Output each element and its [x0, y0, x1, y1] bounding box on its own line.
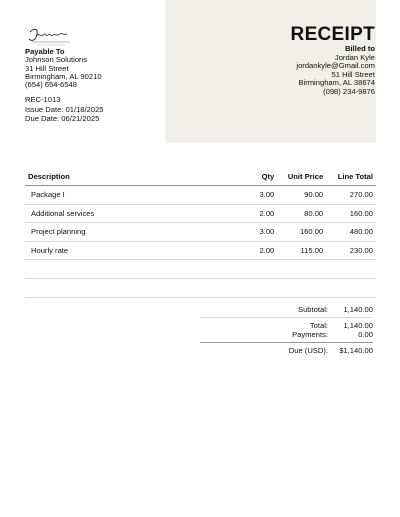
totals-divider: [200, 342, 373, 343]
payments-value: 0.00: [358, 330, 373, 339]
billed-address-line1: 51 Hill Street: [331, 69, 375, 79]
table-row: [25, 186, 376, 205]
billed-phone: (098) 234-9876: [323, 86, 375, 96]
row-unit-price: 115.00: [277, 241, 326, 260]
row-line-total: 160.00: [326, 204, 376, 223]
receipt-number: REC-1013: [25, 95, 61, 104]
table-row: [25, 204, 376, 223]
row-qty: 2.00: [216, 241, 278, 260]
due-label: Due (USD):: [288, 346, 328, 355]
billed-email: jordankyle@Gmail.com: [296, 61, 375, 71]
total-label: Total:: [309, 321, 328, 330]
subtotal-label: Subtotal:: [298, 305, 328, 314]
column-header-unit-price: Unit Price: [277, 168, 326, 186]
subtotal-value: 1,140.00: [343, 305, 373, 314]
row-line-total: 270.00: [326, 186, 376, 205]
row-unit-price: 90.00: [277, 186, 326, 205]
row-description: Package I: [25, 186, 216, 205]
row-description: Hourly rate: [25, 241, 216, 260]
totals-divider: [200, 317, 373, 318]
line-items-table: [25, 168, 376, 260]
due-value: $1,140.00: [339, 346, 373, 355]
column-header-line-total: Line Total: [326, 168, 376, 186]
row-unit-price: 160.00: [277, 223, 326, 242]
table-header-row: [25, 168, 376, 186]
total-value: 1,140.00: [343, 321, 373, 330]
payable-address-line2: Birmingham, AL 90210: [25, 71, 102, 81]
table-row: [25, 223, 376, 242]
payable-address-line1: 31 Hill Street: [25, 63, 69, 73]
row-line-total: 230.00: [326, 241, 376, 260]
document-title: RECEIPT: [290, 24, 375, 45]
totals-block: [200, 305, 373, 355]
billed-name: Jordan Kyle: [334, 52, 375, 62]
column-header-description: Description: [25, 168, 216, 186]
table-row: [25, 241, 376, 260]
payments-row: [200, 330, 373, 339]
empty-row-divider: [25, 297, 376, 298]
subtotal-row: [200, 305, 373, 314]
row-qty: 3.00: [216, 223, 278, 242]
empty-row-divider: [25, 278, 376, 279]
row-unit-price: 80.00: [277, 204, 326, 223]
payable-phone: (654) 654-6548: [25, 80, 77, 90]
column-header-qty: Qty: [216, 168, 278, 186]
row-qty: 3.00: [216, 186, 278, 205]
billed-heading: Billed to: [345, 44, 375, 53]
payments-label: Payments:: [292, 330, 328, 339]
billed-address-line2: Birmingham, AL 38674: [298, 78, 375, 88]
row-description: Additional services: [25, 204, 216, 223]
due-date: Due Date: 06/21/2025: [25, 114, 100, 123]
payable-to-block: [25, 48, 102, 89]
issue-date: Issue Date: 01/18/2025: [25, 104, 104, 114]
row-qty: 2.00: [216, 204, 278, 223]
payable-heading: Payable To: [25, 47, 65, 56]
receipt-meta: [25, 95, 104, 124]
row-description: Project planning: [25, 223, 216, 242]
signature-logo: [26, 26, 74, 48]
payable-company: Johnson Solutions: [25, 55, 88, 65]
total-row: [200, 321, 373, 330]
row-line-total: 480.00: [326, 223, 376, 242]
billed-to-block: [296, 45, 375, 97]
due-row: [200, 346, 373, 355]
